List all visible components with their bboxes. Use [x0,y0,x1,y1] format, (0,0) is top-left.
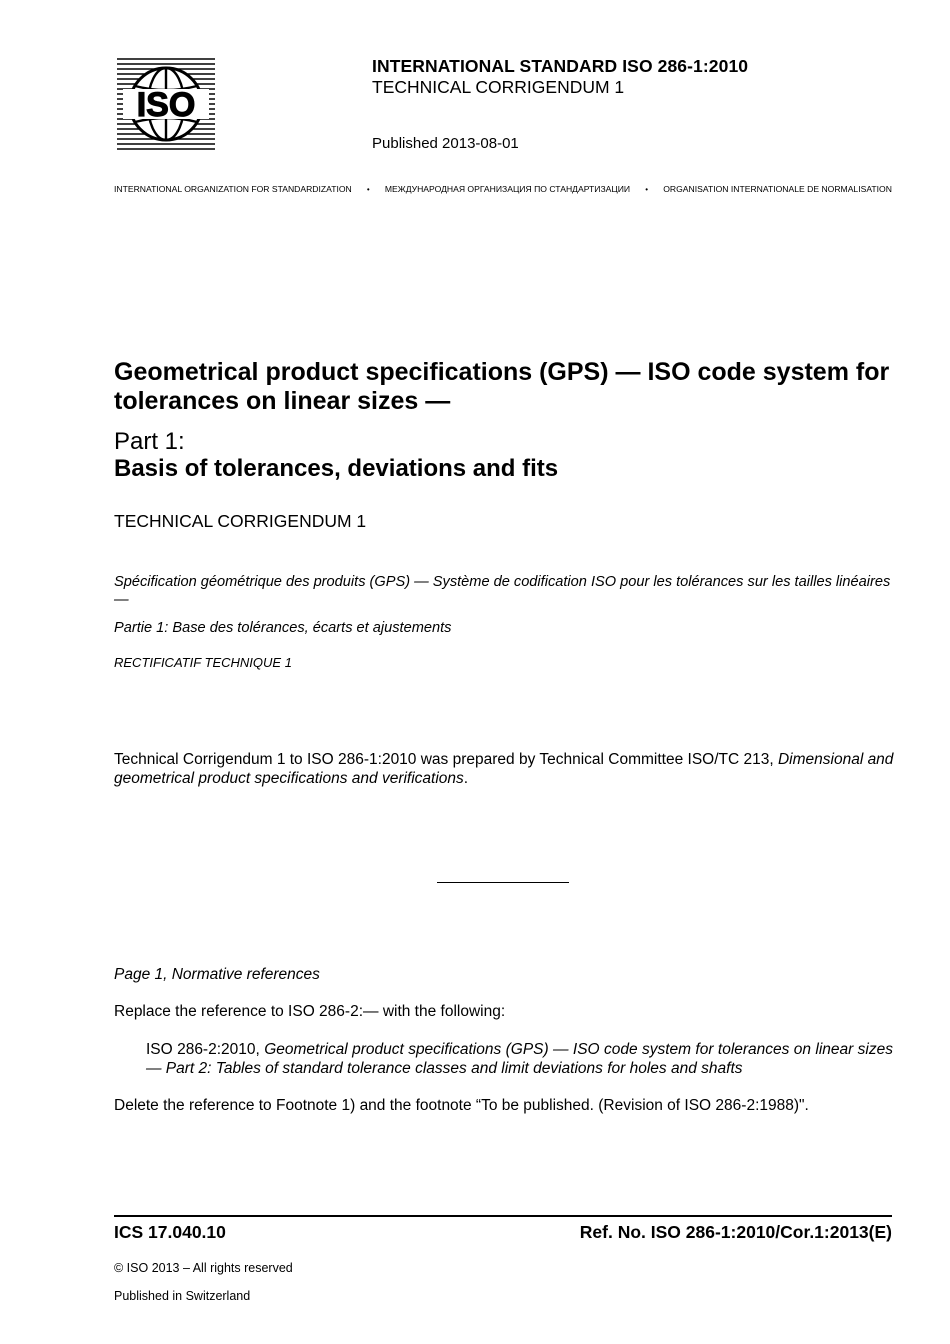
org-french: ORGANISATION INTERNATIONALE DE NORMALISATION [663,184,892,194]
tc-heading: TECHNICAL CORRIGENDUM 1 [114,511,367,531]
organization-line [114,184,892,194]
preparation-suffix: . [463,769,469,787]
french-part-title: Partie 1: Base des tolérances, écarts et ajustements [114,620,452,636]
reference-title: Geometrical product specifications (GPS) — ISO code system for tolerances on linear sizes — Part 2: Tables of standard tolerance classes and limit deviations for holes and shafts [146,1041,893,1077]
correction-location: Page 1, Normative references [114,966,320,983]
corrigendum-label: TECHNICAL CORRIGENDUM 1 [372,77,625,97]
published-date: Published 2013-08-01 [372,135,519,152]
french-tc-heading: RECTIFICATIF TECHNIQUE 1 [114,655,292,670]
svg-text:ISO: ISO [136,86,196,124]
org-english: INTERNATIONAL ORGANIZATION FOR STANDARDIZATION [114,184,352,194]
standard-title: INTERNATIONAL STANDARD ISO 286-1:2010 [372,56,749,76]
footer-rule [114,1215,892,1217]
preparation-paragraph [114,751,894,788]
org-russian: МЕЖДУНАРОДНАЯ ОРГАНИЗАЦИЯ ПО СТАНДАРТИЗАЦИИ [384,184,631,194]
reference-number-footer: Ref. No. ISO 286-1:2010/Cor.1:2013(E) [579,1222,892,1242]
org-separator: • [645,184,649,194]
org-separator: • [366,184,370,194]
published-location: Published in Switzerland [114,1289,251,1303]
french-title: Spécification géométrique des produits (GPS) — Système de codification ISO pour les tolérances sur les tailles linéaires — [114,574,891,608]
replacement-reference [146,1041,893,1078]
delete-instruction: Delete the reference to Footnote 1) and the footnote “To be published. (Revision of ISO 286-2:1988)". [114,1097,809,1114]
preparation-text: Technical Corrigendum 1 to ISO 286-1:2010 was prepared by Technical Committee ISO/TC 213, [114,751,778,768]
reference-number: ISO 286-2:2010, [146,1041,265,1058]
committee-title: Dimensional and geometrical product specifications and verifications [114,751,894,787]
document-title: Geometrical product specifications (GPS) — ISO code system for tolerances on linear sizes — [114,358,890,415]
separator-line [437,882,569,883]
part-title: Basis of tolerances, deviations and fits [114,455,559,482]
copyright-notice: © ISO 2013 – All rights reserved [114,1261,293,1275]
ics-code: ICS 17.040.10 [114,1222,226,1242]
part-number: Part 1: [114,428,185,455]
replace-instruction: Replace the reference to ISO 286-2:— with the following: [114,1003,506,1020]
iso-logo [117,56,215,152]
